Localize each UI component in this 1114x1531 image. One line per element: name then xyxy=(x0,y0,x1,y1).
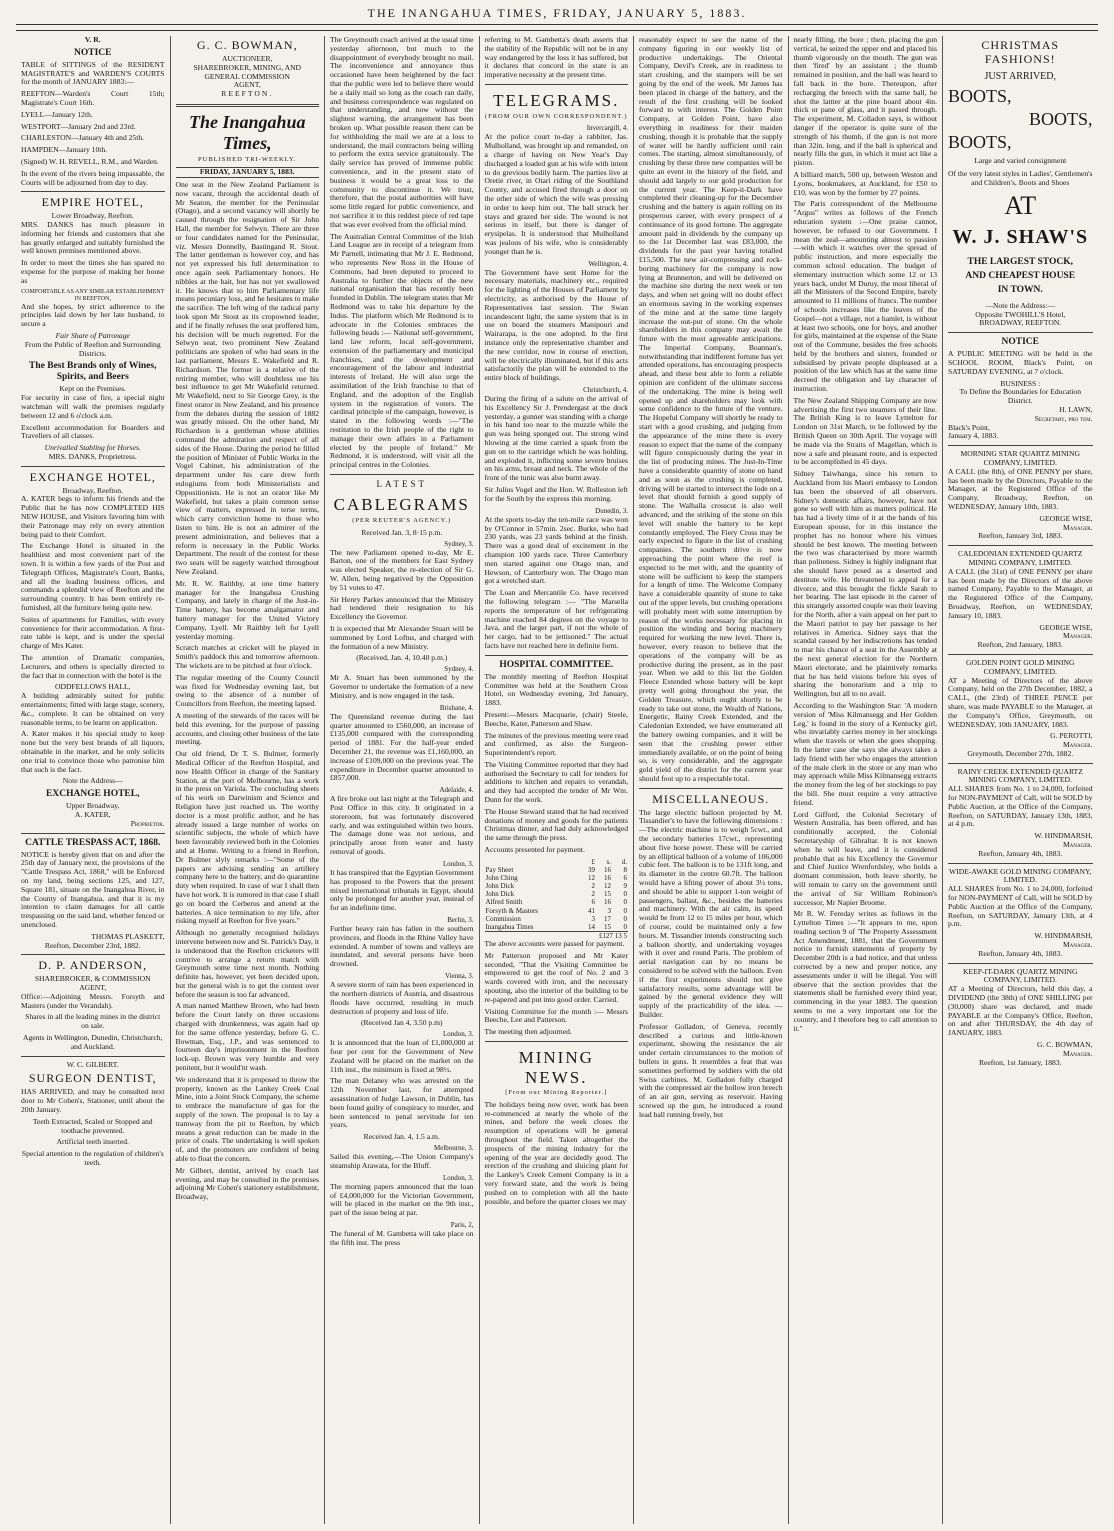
account-row xyxy=(485,882,629,890)
hospital-text: Accounts presented for payment. xyxy=(484,845,585,855)
empire-text: From the Public of Reefton and Surrounding Districts. xyxy=(24,339,161,358)
mining-text: reasonably expect to see the name of the company figuring in our weekly list of productive undertakings. The Oriental Company, Devil's Creek, are in readiness to start crushing, and the stampers will be set going by the end of the week. Mr James has been placed in charge of the battery, and the result of the first crushing will be looked forward to with interest. The Golden Point Company, at Golden Point, have also everything in readiness for their maiden crushing, though it is probable that the supply of water will be hardly sufficient until rain comes. The starting, almost simultaneously, of crushing by these three new companies will be quite an event in the history of the field, and should add largely to our gold production for the current year. The Keep-it-Dark have completed their cleaning-up for the December crushing and the battery is again rolling on its prosperous career, with every prospect of a continuance of its good fortune. The aggregate amount paid in dividends by the company up to the 1st December last was £83,000, the dividends for the past year having totalled £15,500. The new air-compressing and rock-boring machinery for the company is now lying at Brunnerton, and will be delivered on the machine site during the next week or ten days, and when set going will no doubt effect an enormous saving in the working expenses of the mine and at the same time largely increase the out-put of stone. On the whole shareholders in this company may await the future with the most agreeable anticipations. The Imperial Company, Boatman's, notwithstanding that indifferent fortune has yet attended operations, has encouraging prospects ahead, and these best able to form a reliable opinion are confident of the ultimate success of the undertaking. The mine is being well opened up and shareholders may look with some confidence to the future of the venture. The Hopeful Company will shortly be ready to start with a good crushing, and judging from the appearance of the mine there is every reason to expect that the name of the company will figure conspicuously during the year in the list of producing mines. The Just-In-Time have a considerable quantity of stone on hand and as soon as the crushing is completed, driving will be started to intersect the lode on a level that should furnish a good supply of stone. The Walhalla crosscut is also well advanced, and the striking of the stone on this level will enable the battery to be kept constantly employed. The Fiery Cross may be early expected to figure in the list of crushing companies. The southern drive is now approaching the point where the reef is expected to be met with, and the quantity of stone will be sufficient to keep the stampers for a length of time. The Welcome Company have a considerable quantity of stone to take out of the upper levels, but crushing operations will probably meet with some interruption by reason of the works necessary for placing in position the winding and boring machinery required for working the new level. There is, however, every reason to believe that the operations of the company will be as productive during the present, as in the past year. When we add to this list the Golden Fleece Extended whose battery will be kept pretty well going throughout the year, the Golden Treasure, which ought shortly to be ready to take out stone, the Wealth of Nations, Energetic, Rainy Creek Extended, and the Caledonian Extended, we have enumerated all the battery owning companies, and it will be seen that the crushing power either immediately available, or on the point of being so, is very considerable, and the aggregate gold yield of the district for the current year should foot up to a respectable total. xyxy=(639,36,783,783)
misc-paragraph: The New Zealand Shipping Company are now advertising the first two steamers of their line. The British King is to leave Lyttelton for London on 31st March, to be followed by the British Queen on 30th April. The voyage will be made via the Straits of Magellan, which is now a safe and pleasant route, and is expected to be accomplished in 45 days. xyxy=(793,395,937,467)
largest-stock: THE LARGEST STOCK, xyxy=(967,256,1073,267)
empire-hotel-title: EMPIRE HOTEL, xyxy=(41,195,144,210)
best-brands: The Best Brands only of Wines, Spirits, and Beers xyxy=(29,361,157,383)
editorial-paragraph: A meeting of the stewards of the races will be held this evening, for the purpose of passing accounts, and closing other business of the late meeting. xyxy=(175,710,319,747)
wise-date: Reefton, January 3rd, 1883. xyxy=(978,531,1063,541)
hindmarsh-date: Reefton, January 4th, 1883. xyxy=(978,948,1063,958)
cablegram-text: Further heavy rain has fallen in the southern provinces, and floods in the Rhine Valley have extended. A number of towns and valleys are inundated, and several persons have been drowned. xyxy=(330,924,474,969)
exchange-text: The Exchange Hotel is situated in the healthiest and most convenient part of the town. It is within a few yards of the Post and Telegraph Offices, Magistrate's Court, Banks, and all the leading business offices, and commands a splendid view of Reefton and the surrounding country. It has been entirely re-furnished, all the furniture being quite new. xyxy=(21,541,165,613)
cablegram-text: A fire broke out last night at the Telegraph and Post Office in this city. It originated in a storeroom, but was fortunately discovered early, and was extinguished within two hours. The damage done was not serious, and principally arose from water and hasty removal of goods. xyxy=(330,794,474,857)
dateline: London, 3. xyxy=(442,1030,474,1039)
anderson-shares: Shares in all the leading mines in the district on sale. xyxy=(25,1012,161,1031)
account-pence: 0 xyxy=(623,890,627,899)
page-columns xyxy=(16,36,1098,1524)
empire-stabling: Unrivalled Stabling for Horses. xyxy=(44,443,141,453)
anderson-subtitle: SHAREBROKER, & COMMISSION AGENT, xyxy=(34,974,151,993)
royal-cipher: V. R. xyxy=(84,36,101,44)
dateline: Christchurch, 4. xyxy=(583,385,628,394)
account-pounds: 2 xyxy=(591,882,595,891)
account-pounds: 14 xyxy=(588,922,595,931)
wide-awake-heading: WIDE-AWAKE GOLD MINING COMPANY, LIMITED. xyxy=(949,866,1092,885)
wise-signature: GEORGE WISE, xyxy=(1039,622,1093,632)
hospital-text: Mr Patterson proposed and Mr Kater seconded, "That the Visiting Committee be empowered to get the roof of No. 2 and 3 wards covered with iron, and the necessary spouting, also the interior of the building to be re-papered and put into good order. Carried. xyxy=(484,950,628,1004)
account-pence: 0 xyxy=(623,922,627,931)
misc-paragraph: Mr R. W. Fereday writes as follows in the Lyttelton Times :—"It appears to me, upon reading section 9 of 'The Property Assessment Act Amendment, 1881, that the Government notice to furnish statements of property by December 20th is a bad notice, and that unless corrected by a new and proper notice, any assessments under it will be illegal. You will observe that the section provides that the statements shall be furnished every third year, commencing in the year 1883. The question seems to me a very important one for the country, and I therefore beg to call attention to it." xyxy=(793,909,937,1033)
divider xyxy=(330,474,474,475)
divider xyxy=(948,332,1093,333)
sitting-charleston: CHARLESTON—January 4th and 25th. xyxy=(21,133,145,143)
account-shillings: 16 xyxy=(604,898,611,907)
exchange-upper: Upper Broadway, xyxy=(66,801,120,811)
own-correspondent: (FROM OUR OWN CORRESPONDENT.) xyxy=(484,112,628,120)
notice-heading: NOTICE xyxy=(1001,337,1039,348)
perotti-signature: G. PEROTTI, xyxy=(1050,731,1093,741)
account-payee: Alfred Smith xyxy=(485,898,523,907)
column-2 xyxy=(171,36,326,1524)
dateline: Paris, 2, xyxy=(450,1221,474,1230)
lawn-signature: H. LAWN, xyxy=(1059,405,1093,414)
account-shillings: 15 xyxy=(604,922,611,931)
bowman-title: G. C. BOWMAN, xyxy=(196,38,298,52)
cablegram-text: Mr A. Stuart has been summoned by the Governor to undertake the formation of a new Ministry, and is now engaged in the task. xyxy=(330,673,474,700)
account-row xyxy=(485,890,629,898)
misc-paragraph: A billiard match, 500 up, between Weston and Lyons, bookmakers, at Auckland, for £50 to £10, was won by the former by 27 points. xyxy=(793,169,937,197)
editorial-paragraph: Mr Gilbert, dentist, arrived by coach last evening, and may be consulted in the premises adjoining Mr Cohen's stationery establishment, Broadway, xyxy=(175,1165,319,1202)
latest-styles: Of the very latest styles in Ladies', Gentlemen's and Children's, Boots and Shoes xyxy=(948,168,1093,187)
divider xyxy=(948,963,1093,964)
editorial-paragraph: A man named Matthew Brown, who had been before the Court lately on three occasions charged with drunkenness, was again had up for the same offence yesterday, before G. C. Bowman, Esq., J.P., and was sentenced to fourteen day's imprisonment in the Reefton lock-up. Brown was very humble and very penitent, but it would'nt wash. xyxy=(175,1001,319,1073)
cablegram-text: The Queensland revenue during the last quarter amounted to £560,000, an increase of £135,000 compared with the corresponding period of 1881. For the half-year ended December 21, the revenue was £1,160,000, an increase of £109,000 on the previous year. The expenditure in December quarter amounted to £857,000. xyxy=(330,711,474,783)
masthead-rule-bottom xyxy=(16,30,1098,31)
empire-text: In order to meet the times she has spared no expense for the purpose of making her house as xyxy=(21,258,165,285)
kept-on-premises: Kept on the Premises. xyxy=(59,384,127,394)
telegram-text: Sir Julius Vogel and the Hon. W. Rolleston left for the South by the express this morning. xyxy=(484,485,628,503)
account-pence: 8 xyxy=(623,865,627,874)
just-arrived: JUST ARRIVED, xyxy=(984,70,1056,82)
account-shillings: 16 xyxy=(604,865,611,874)
meeting-text: A PUBLIC MEETING will be held in the SCHOOL ROOM, Black's Point, on SATURDAY EVENING, at 7 o'clock. xyxy=(948,349,1093,376)
large-consignment: Large and varied consignment xyxy=(974,156,1067,166)
account-pounds: 39 xyxy=(588,865,595,874)
dateline: Dunedin, 3. xyxy=(595,506,628,515)
editorial-paragraph: One seat in the New Zealand Parliament is now vacant, through the accidental death of Mr Seaton, the member for the Peninsular (Otago), and a second vacancy will shortly be caused through the resignation of Sir John Hall, the member for Selwyn. There are three or four candidates named for the Peninsular, viz. Messrs Donnelly, Bastingand R. Stout. The latter gentleman is however coy, and has not yet expressed his full determination to once again seek Parliamentary honors. He nibbles at the bait, but has not yet swallowed it. He knows that to him Parliamentary life means pecuniary loss, and he hesitates to make the sacrifice. The left wing of the radical party look upon Mr Stout as its cropowned leader, and if he finally refuses the seat proffered him, his decision will be much regretted. For the Selwyn seat, two prominent New Zealand politicians are spoken of who had seats in the last parliament, Messrs E. Wakefield and R. Richardson. The former is a relative of the retiring member, who will doubtless use his best influence to get Mr Wakefield returned. Mr Wakefield, next to Sir George Grey, is the finest orator in New Zealand, and his presence from the debates during the session of 1882 was greatly missed. On the other hand, Mr Richardson is a gentleman whose abilities command the admiration and respect of all sides of the House. During the period he filled the position of Minister of Public Works in the Vogel Cabinet, his administration of the department under his care drew forth eulogiums from both Ministerialists and Oppositionists. He is not an orator like Mr Wakefield, but takes a plain common sense view of matters, expressed in terse terms, which carry conviction home to those who listen to him. He is not an admirer of the present administration, and believes that a reform is necessary in the Public Works Department. The result of the contest for these two seats will be eagerly watched throughout New Zealand. xyxy=(175,179,319,577)
account-payee: John Ching xyxy=(485,874,518,883)
divider xyxy=(176,104,320,107)
hospital-text: The House Steward stated that he had received donations of money and goods for the patients Christmas dinner, and had duly acknowledged the same through the press. xyxy=(484,806,628,843)
surgeon-dentist-title: SURGEON DENTIST, xyxy=(28,1071,157,1086)
cablegram-text: A severe storm of rain has been experienced in the northern districts of Austria, and disastrous floods have occurred, resulting in much destruction of property and loss of life. xyxy=(330,980,474,1016)
cablegram-text: It is announced that the loan of £1,000,000 at four per cent for the Government of New Zealand will be placed on the market on the 11th inst., the minimum is fixed at 98½. xyxy=(330,1038,474,1074)
sittings-note: In the event of the rivers being impassable, the Courts will be adjourned from day to day. xyxy=(21,168,165,187)
bowman-manager: Manager. xyxy=(1063,1048,1093,1058)
telegram-text: The Government have sent Home for the necessary materials, machinery etc., required for the lighting of the Houses of Parliament by electricity, as authorised by the House of Representatives last session. The Swan incandescent light, the same system that is in use on board the steamers Manipouri and Wairarapa, is the one adopted. In the first instance only the representative chamber and the new corridor, now in course of erection, will be electrically illuminated, but if this acts satisfactorily the plan will be extended to the entire block of buildings. xyxy=(484,267,628,383)
hindmarsh-manager: Manager. xyxy=(1063,940,1093,950)
empire-security: For security in case of fire, a special night watchman will walk the premises regularly between 12 and 6 o'clock a.m. xyxy=(21,393,165,420)
exchange-note-address: Note the Address— xyxy=(62,776,123,786)
business-label: BUSINESS : xyxy=(1000,378,1041,388)
received-line: Received Jan. 3, 8·15 p.m. xyxy=(361,527,443,537)
exchange-text: A. KATER begs to inform his friends and the Public that he has now COMPLETED HIS NEW HOUSE, and Visitors favoring him with their Patronage may rely on every attention being paid to their Comfort. xyxy=(21,494,165,539)
account-payee: John Dick xyxy=(485,882,515,891)
rainy-creek-heading: RAINY CREEK EXTENDED QUARTZ MINING COMPANY, LIMITED. xyxy=(957,766,1083,785)
divider xyxy=(948,545,1093,546)
dateline: Sydney, 3. xyxy=(444,539,474,548)
hospital-text: Present:—Messrs Macquarie, (chair) Steele, Beeche, Kater, Patterson and Shaw. xyxy=(484,709,628,728)
bowman-signature: G. C. BOWMAN, xyxy=(1037,1040,1093,1049)
hospital-text: The monthly meeting of Reefton Hospital Committee was held at the Southern Cross Hotel, on Wednesday evening, 3rd January, 1883. xyxy=(484,671,628,708)
account-payee: Forsyth & Masters xyxy=(485,906,538,915)
cheapest-house: AND CHEAPEST HOUSE xyxy=(965,270,1076,281)
column-4 xyxy=(480,36,635,1524)
divider xyxy=(948,654,1093,655)
masthead-rule-top xyxy=(16,24,1098,25)
account-row xyxy=(485,866,629,874)
bowman-date: Reefton, 1st January, 1883. xyxy=(978,1057,1062,1067)
cablegram-text: The morning papers announced that the loan of £4,000,000 for the Victorian Government, will be placed in the market on the 9th inst., part of the issue being at par. xyxy=(330,1181,474,1218)
divider xyxy=(21,833,165,834)
sitting-reefton: REEFTON—Warden's Court 15th; Magistrate's Court 16th. xyxy=(21,89,165,107)
rainy-creek-text: ALL SHARES from No. 1 to 24,000, forfeited for NON-PAYMENT of Call, will be SOLD by Public Auction, at the Office of the Company, Reefton, on SATURDAY, January 13th, 1883, at 4 p.m. xyxy=(948,784,1093,829)
mining-text: The holidays being now over, work has been re-commenced at nearly the whole of the mines, and before the week closes the resumption of operations will be general throughout the field. Taken altogether the prospects of the mining industry for the opening of the year are decidedly good. The erection of the crushing and sluicing plant for the Lankey's Creek Cement Company is in a very forward state, and the work is being pushed on to completion with all the haste possible, and before the quarter closes we may xyxy=(484,1099,628,1206)
oddfellows-hall: ODDFELLOWS HALL, xyxy=(54,682,131,692)
empire-comfortable: COMFORTABLE AS ANY SIMILAR ESTABLISHMENT IN REEFTON, xyxy=(21,288,165,302)
latest-heading: LATEST xyxy=(376,479,427,490)
editorial-paragraph: Mr. R. W. Raithby, at one time battery manager for the Inangahua Crushing Company, and lately in charge of the Just-in-Time battery, has become amalgamator and battery manager for the United Victory Company, Lyell. Mr Raithby left for Lyell yesterday morning. xyxy=(175,578,319,641)
account-pounds: 3 xyxy=(591,914,595,923)
dateline: Vienna, 3. xyxy=(444,972,474,981)
morning-star-heading: MORNING STAR QUARTZ MINING COMPANY, LIMITED. xyxy=(960,449,1080,467)
hindmarsh-signature: W. HINDMARSH, xyxy=(1034,831,1093,841)
divider xyxy=(21,954,165,955)
perotti-date: Greymouth, December 27th, 1882. xyxy=(967,748,1074,758)
exchange-hotel-title: EXCHANGE HOTEL, xyxy=(29,469,156,484)
account-payee: John Dick xyxy=(485,890,515,899)
column-1 xyxy=(16,36,171,1524)
accounts-header-pounds: £ xyxy=(591,857,595,866)
dateline: London, 3. xyxy=(442,859,474,868)
telegram-text: During the firing of a salute on the arrival of his Excellency Sir J. Prendergast at the dock yesterday, a gunner was standing with a charge in his hand too near to the muzzle while the gun was being sponged out. The strong wind blowing at the time carried a spark from the gun on to the cartridge which he was holding, and exploded it, inflicting some severe bruises on his arms, breast and neck. The whole of the front of the tunic was also burnt away. xyxy=(484,394,628,483)
accounts-total: £127 13 5 xyxy=(485,931,629,940)
gilbert-text: HAS ARRIVED, and may be consulted next door to Mr Cohen's, Stationer, until about the 20th January. xyxy=(21,1087,165,1114)
divider xyxy=(948,445,1093,446)
account-shillings: 3 xyxy=(607,906,611,915)
divider xyxy=(948,763,1093,764)
hospital-text: The above accounts were passed for payment. xyxy=(484,938,625,948)
gilbert-teeth: Teeth Extracted, Scaled or Stopped and toothache prevented. xyxy=(32,1116,153,1135)
golden-point-heading: GOLDEN POINT GOLD MINING COMPANY, LIMITED. xyxy=(966,657,1075,676)
accounts-header-row xyxy=(485,858,629,866)
exchange-text: A. Kater makes it his special study to keep none but the very best brands of all liquors, obtainable in the market, and he only solicits one trial to convince those who patronise him that such is the fact. xyxy=(21,729,165,774)
dateline: Sydney, 4. xyxy=(444,665,474,674)
plaskett-signature: THOMAS PLASKETT, xyxy=(91,931,165,941)
received-line: (Received, Jan. 4, 10.40 p.m.) xyxy=(356,653,448,663)
define-boundaries: To Define the Boundaries for Education District. xyxy=(959,387,1082,406)
hospital-text: The minutes of the previous meeting were read and confirmed, as also the Surgeon-Superintendent's report. xyxy=(484,730,628,758)
account-shillings: 16 xyxy=(604,874,611,883)
account-pence: 0 xyxy=(623,906,627,915)
wide-awake-text: ALL SHARES from No. 1 to 24,000, forfeited for NON-PAYMENT of Call, will be SOLD by Public Auction at the Office of the Company, Reefton, on SATURDAY, January 13th, at 4 p.m. xyxy=(948,884,1093,929)
account-row xyxy=(485,874,629,882)
exchange-kater: A. KATER, xyxy=(74,809,111,819)
hospital-text: The Visiting Committee reported that they had authorised the Secretary to call for tenders for additions to kitchen and repairs to verandah, and they had accepted the tender of Mr Wm. Dunn for the work. xyxy=(484,759,628,805)
morning-star-text: A CALL (the 8th), of ONE PENNY per share, has been made by the Directors, Payable to the Manager, at the Registered Office of the Company, Broadway, Reefton, on WEDNESDAY, January 10th, 1883. xyxy=(948,466,1093,511)
published-tri-weekly: PUBLISHED TRI-WEEKLY. xyxy=(198,155,297,163)
account-row xyxy=(485,898,629,906)
account-pence: 0 xyxy=(623,898,627,907)
dateline: Brisbane, 4. xyxy=(439,703,474,712)
telegram-text: At the sports to-day the ten-mile race was won by O'Connor in 57min. 2sec. Burke, who had 230 yards, was 23 yards behind at the finish. There was a good deal of excitement in the champion 100 yards race. Three Canterbury men started against one Otago man, and Hewson, of Canterbury won. The Otago man got a wretched start. xyxy=(484,514,628,586)
misc-paragraph: The large electric balloon projected by M. Tissandier's to have the following dimensions :—The electric machine is to weigh 5cwt., and the secondary batteries 17cwt., representing about five horse power. These will be carried by an elliptical balloon of a volume of 106,000 cubic feet. The balloon is to be 131ft long, and its diameter in the centre 60.7ft. The balloon would have a lifting power of about 3½ tons, and should be able to support 1-ton weight of passengers, ballast, &c., besides the batteries and machinery. With the air calm, its speed would be from 12 to 15 miles per hour, which of course, could be maintained only a few hours. M. Tissandier intends constructing such a balloon shortly, and undertaking voyages with it over and round Paris. The problem of aerial navigation can by no means be considered to be solved with the balloon. Even if the first experiments should not give satisfactory results, some advantage will be gained by the general evidence they will supply of the practicability of the idea. —Builder. xyxy=(639,807,783,1019)
misc-paragraph: Professor Golladon, of Geneva, recently described a curious and little-known experiment, showing the resistance the air under certain circumstances to the motion of bullets in guns. It resembles a feat that was sometimes performed by soldiers with the old Swiss carbines. M. Golladon fully charged with the compressed air the hollow iron breech of an air gun, serving as reservoir. Having screwed up the gun, he introduced a round lead ball running freely, but xyxy=(639,1021,783,1119)
notice-heading: NOTICE xyxy=(74,47,112,58)
empire-accommodation: Excellent accommodation for Boarders and Travellers of all classes. xyxy=(21,422,165,441)
editorial-paragraph: The regular meeting of the County Council was fixed for Wednesday evening last, but owing to the absence of a number of Councillors from Reefton, the meeting lapsed. xyxy=(175,672,319,709)
account-pence: 6 xyxy=(623,874,627,883)
editorial-paragraph: We understand that it is proposed to throw the property, known as the Lankey Creek Coal Mine, into a Joint Stock Company, the scheme to embrace the manufacture of gas for the supply of the town. The proposal is to lay a tramway from the pit to Reefton, by which means a great reduction can be made in the price of coals. The undertaking is well spoken of, and the promoters are confident of being able to float the concern. xyxy=(175,1074,319,1164)
lawn-secretary: Secretary, pro tem. xyxy=(1034,413,1093,423)
dateline: Adelaide, 4. xyxy=(439,786,474,795)
dateline: Invercargill, 4. xyxy=(586,124,628,133)
divider xyxy=(485,1041,629,1042)
account-payee: Commission xyxy=(485,914,521,923)
cablegram-text: Sir Henry Parkes announced that the Ministry had tendered their resignation to his Excellency the Governor. xyxy=(330,594,474,622)
received-line: (Received Jan 4, 3.50 p.m) xyxy=(360,1018,443,1028)
cablegram-text: The funeral of M. Gambetta will take place on the fifth inst. The press xyxy=(330,1229,474,1247)
cablegram-text: The man Delaney who was arrested on the 12th November last, for attempted assassination of Judge Lawson, in Dublin, has been found guilty of conspiracy to murder, and been sentenced to penal servitude for ten years. xyxy=(330,1076,474,1130)
account-pounds: 12 xyxy=(588,874,595,883)
wise-manager: Manager. xyxy=(1063,522,1093,532)
column-6 xyxy=(789,36,944,1524)
account-pounds: 41 xyxy=(588,906,595,915)
accounts-header-shillings: s. xyxy=(606,857,611,866)
empire-patronage: Fair Share of Patronage xyxy=(55,330,130,340)
editorial-paragraph: Although no generally recognised holidays intervene between now and St. Patrick's Day, it is understood that the Reefton cricketers will contrive to arrange a return match with Greymouth some time next month. Nothing definite has, however, yet been decided upon, but the general wish is to get the contest over before the season is too far advanced. xyxy=(175,928,319,999)
boots-line-3: BOOTS, xyxy=(948,132,1012,153)
dateline: Wellington, 4. xyxy=(588,259,628,268)
note-address: —Note the Address:— xyxy=(985,300,1056,310)
misc-paragraph: Sidney Taiwhanga, since his return to Auckland from his Maori embassy to London has been the observed of all observers. Sidney's domestic affairs, however, have not gone so well with him as matters political. He has had a lively time of it at the hands of his European spouse, for in this instance the prophet has no honour where his virtues should be best known. The meeting between the two was characterised by more warmth than politeness. Sidney is highly indignant that she should have posed as a deserted and destitute wife. He threatened to appeal for a divorce, and this brought the fickle Sarah to her bearing. The last episode in the career of this strangely assorted couple was their leaving for the North, after a vain appeal on her part to the Maori patriot to pay her passage to her relatives in America. Sidney says that the scandal caused by her indiscretions has tended to mar his chance of a seat in the Assembly at the next general election for the Northern Maori electorate, and he plaintively remarks that he has held visions before his eyes of sharing the honorarium and a trip to Wellington, but all to no avail. xyxy=(793,469,937,699)
hindmarsh-signature: W. HINDMARSH, xyxy=(1034,931,1093,941)
received-line: Received Jan. 4, 1.5 a.m. xyxy=(363,1132,440,1142)
keep-it-dark-heading: KEEP-IT-DARK QUARTZ MINING COMPANY, LIMITED. xyxy=(963,966,1078,985)
news-paragraph: The Australian Central Committee of the Irish Land League are in receipt of a telegram from Mr Parnell, intimating that Mr J. E. Redmond, who represents New Ross in the House of Commons, had been deputed to proceed to Australia to further the objects of the new national organisation that has recently been founded in Dublin. The telegram states that Mr Redmond was to take his departure by the Indus. The platform which Mr Redmond is to advocate in the Colonies embraces the following heads :— National self-government, land law reform, local self-government, extension of the parliamentary and municipal franchises, and the development and encouragement of the labour and industrial interests of Ireland. He will also urge the assimilation of the Irish franchise to that of England, and the adoption of the English system in the registration of voters. The cardinal principle of the campaign, however, is stated in the following words :—"The restitution to the Irish people of the right to manage their own affairs in a Parliament elected by the people of Ireland." Mr Redmond, it is understood, will visit all the principal centres in the Colonies. xyxy=(330,231,474,470)
exchange-text: Suites of apartments for Families, with every convenience for their accommodation. A first-rate table is kept, and is under the special charge of Mrs Kater. xyxy=(21,614,165,651)
bowman-sub: SHAREBROKER, MINING, AND xyxy=(193,62,302,72)
cablegram-text: It is expected that Mr Alexander Stuart will be summoned by Lord Loftus, and charged with the formation of a new Ministry. xyxy=(330,624,474,651)
misc-paragraph: Lord Gifford, the Colonial Secretary of Western Australia, has been offered, and has conditionally accepted, the Colonial Secretaryship of Gibraltar. It is not known when he will leave, and it is considered probable that as his Excellency the Governor and Chief Justice Wrenfordsley, who holds a dormant commission, both leave shortly, he will remain to carry on the government until the arrival of Sir William Robinson's successor, Mr Napier Broome. xyxy=(793,809,937,907)
divider xyxy=(485,655,629,656)
telegram-text: The Loan and Mercantile Co. have received the following telegram :— "The Marsella reports the temperature of her refrigerating machine reached 84 degrees on the voyage to Java, and the larger part, if not the whole of her cargo, had to be jettisoned." The actual facts have not reached here in definite form. xyxy=(484,588,628,650)
empire-text: MRS. DANKS has much pleasure in informing her friends and customers that she has greatly enlarged and suitably furnished the well known premises mentioned above. xyxy=(21,220,165,256)
bowman-auctioneer: AUCTIONEER, xyxy=(222,53,273,63)
bowman-reefton: REEFTON. xyxy=(221,89,274,99)
paper-name: The Inangahua Times, xyxy=(188,111,306,153)
misc-paragraph: The Paris correspondent of the Melbourne "Argus" writes as follows of the French education system :—One praise cannot, however, be refused to our Government. I mean the zeal—amounting almost to passion—with which it watches over the spread of public instruction, and more especially the common school education. The budget of elementary instruction which some 12 or 13 years back, under M Duruy, the most liberal of all the Ministers of the Second Empire, barely amounted to 11 millions of francs. The number of schools increases like the leaves of the Gospel—not a village, not a hamlet, is without at least two schools, one for boys, and another for girls, maintained at the expense of the State out of the Commune, besides the free schools held by the brothers and sisters, founded or subsidised by private people displeased at a position of the law which has at the same time decreed the obligation and lay character of instruction. xyxy=(793,199,937,394)
editorial-paragraph: Scratch matches at cricket will be played in Smith's paddock this and tomorrow afternoon. The wickets are to be pitched at four o'clock. xyxy=(175,643,319,670)
caledonian-text: A CALL (the 31st) of ONE PENNY per share has been made by the Directors of the above named Company, Payable to the Manager, at the Registered Office of the Company, Broadway, Reefton, on WEDNESDAY, January 10, 1883. xyxy=(948,566,1093,620)
dateline: Melbourne, 3. xyxy=(434,1144,474,1153)
misc-paragraph: nearly filling, the bore ; then, placing the gun vertical, he seized the upper end and placed his thumb vigorously on the mouth. The gun was then 'fired' by an assistant ; the thumb remained in position, and the ball was heard to fall back in the bore. Thereupon, after recharging the breech with the same ball, he shot the lattter at the pine board about 4in. thick or pane of glass, and it passed through. The experiment, M. Colladon says, is without danger if the operator is quite sure of the strength of his thumb, if the gun is not more than 32in. long, and if the ball is spherical and nearly fills the gun, in which it must act like a piston. xyxy=(793,36,937,168)
account-pounds: 2 xyxy=(591,890,595,899)
cablegram-text: Sailed this evening,—The Union Company's steamship Arawata, for the Bluff. xyxy=(330,1152,474,1170)
column-5 xyxy=(634,36,789,1524)
at-text: AT xyxy=(1004,191,1037,221)
divider xyxy=(485,84,629,85)
boots-line-1: BOOTS, xyxy=(948,86,1012,107)
caledonian-heading: CALEDONIAN EXTENDED QUARTZ MINING COMPANY, LIMITED. xyxy=(958,549,1083,567)
accounts-table xyxy=(485,858,629,940)
reuters-agency: (PER REUTER'S AGENCY.) xyxy=(352,517,452,525)
gilbert-special: Special attention to the regulation of children's teeth. xyxy=(21,1149,164,1167)
perotti-manager: Manager. xyxy=(1063,740,1093,750)
plaskett-date: Reefton, December 23rd, 1882. xyxy=(44,940,141,950)
exchange-text: A building admirably suited for public entertainments; fitted with large stage, scenery, &c., complete. It can be obtained on very reasonable terms, to be learnt on application. xyxy=(21,691,165,727)
empire-hotel-location: Lower Broadway, Reefton. xyxy=(51,211,134,221)
account-shillings: 17 xyxy=(604,914,611,923)
hospital-text: Visiting Committee for the month :— Messrs Beeche, Lee and Patterson. xyxy=(484,1006,628,1025)
wise-date: Reefton, 2nd January, 1883. xyxy=(977,640,1063,650)
telegrams-heading: TELEGRAMS. xyxy=(493,90,620,110)
accounts-header-pence: d. xyxy=(621,857,627,866)
gilbert-name: W. C. GILBERT. xyxy=(66,1059,119,1069)
editorial-paragraph: Our old friend, Dr T. S. Bulmer, formerly Medical Officer of the Reefton Hospital, and now Health Officer in charge of the Sanitary Station, at the port of Melbourne, has a work in the press on Variola. The concluding sheets of his work on Darwinism and Science and Religion have just reached us. The worthy doctor is a most prolific author, and he has already issued a large number of works on scientific subjects, the whole of which have been favourably reviewed both in the Colonies and at Home. Writing to a friend in Reefton, Dr Bulmer slyly remarks :—"Some of the papers are advising sending an artillery company here to the battery, and do quarantine duty when required. In case of war I shall then have hot work. It is rumored in that case I shall go on board the Cerberus and attend at the batteries. A nice termination to my life, after risking myself at Reefton for five years." xyxy=(175,749,319,926)
hospital-text: The meeting then adjourned. xyxy=(484,1027,572,1037)
exchange-hotel-title-2: EXCHANGE HOTEL, xyxy=(46,789,140,800)
mining-news-heading: MINING NEWS. xyxy=(518,1047,594,1087)
exchange-text: The attention of Dramatic companies, Lecturers, and others is specially directed to the fact that in connection with the hotel is the xyxy=(21,653,165,680)
hindmarsh-manager: Manager. xyxy=(1063,840,1093,850)
divider xyxy=(639,788,783,789)
exchange-hotel-location: Broadway, Reefton. xyxy=(62,485,123,495)
account-pence: 9 xyxy=(623,882,627,891)
opposite-twohill: Opposite TWOHILL'S Hotel, xyxy=(975,309,1066,319)
mining-reporter: [From our Mining Reporter.] xyxy=(505,1089,608,1097)
dateline: London, 3. xyxy=(442,1173,474,1182)
cattle-trespass-title: CATTLE TRESPASS ACT, 1868. xyxy=(25,837,161,848)
account-payee: Pay Sheet xyxy=(485,865,514,874)
sitting-westport: WESTPORT—January 2nd and 23rd. xyxy=(21,121,136,131)
in-town: IN TOWN. xyxy=(997,284,1043,295)
anderson-agents: Agents in Wellington, Dunedin, Christchurch, and Auckland. xyxy=(22,1033,163,1051)
account-shillings: 12 xyxy=(604,882,611,891)
account-pounds: 6 xyxy=(591,898,595,907)
sitting-hampden: HAMPDEN—January 10th. xyxy=(21,145,108,155)
cablegrams-heading: CABLEGRAMS xyxy=(333,495,470,515)
hospital-committee-heading: HOSPITAL COMMITTEE. xyxy=(499,659,614,670)
divider xyxy=(21,466,165,467)
dateline: Berlin, 3. xyxy=(447,915,474,924)
account-row xyxy=(485,907,629,915)
black-point-date: January 4, 1883. xyxy=(948,431,999,441)
anderson-title: D. P. ANDERSON, xyxy=(38,958,148,973)
account-shillings: 15 xyxy=(604,890,611,899)
black-point: Black's Point, xyxy=(948,422,990,432)
empire-text: And she hopes, by strict adherence to the principles laid down by her late husband, to secure a xyxy=(21,301,165,329)
divider xyxy=(948,863,1093,864)
hindmarsh-date: Reefton, January 4th, 1883. xyxy=(978,848,1063,858)
telegram-text: At the police court to-day a rabbiter, Jas. Mulholland, was brought up and remanded, on a charge of having on New Year's Day discharged a loaded gun at his wife with intent to do grevious bodily harm. The parties live at Oretie river, in Otari riding of the Southland County, and accused fired through a door on the other side of which the wife was pressing in order to keep him out. The ball struck her stays and grazed her side. The wound is not serious in itself, but there is danger of erysipelas. It is understood that Mulholland was jealous of his wife, who is considerably younger than he is. xyxy=(484,132,628,256)
christmas-fashions: CHRISTMAS FASHIONS! xyxy=(981,38,1060,66)
cattle-trespass-text: NOTICE is hereby given that on and after the 25th day of January next, the provisions of the "Cattle Trespass Act, 1868," will be Enforced on my land, being sections 125, and 127, Square 181, situate on the Inangahua River, in the County of Inangahua, and that it is my intention to claim damages for all cattle trespassing on the said land, whether fenced or unenclosed. xyxy=(21,849,165,929)
news-paragraph: referring to M. Gambetta's death asserts that the stability of the Republic will not be in any way endangered by the loss it has suffered, but it declares that concord in the state is an imperative necessity at the present time. xyxy=(484,36,628,80)
boots-line-2: BOOTS, xyxy=(1028,109,1093,130)
misc-paragraph: According to the Washington Star: 'A modern version of 'Miss Kilmansegg and Her Golden Leg,' is found in the story of a Kentucky girl, who invariably carries money in her stockings when she travels or when she goes shopping. In the latter case she says she always takes a lady friend with her who engages the attention of the male clerk in the store or any man who may approach while Miss Kilmansegg extracts the money from the leg of her stockings to pay the bill. She must require a very attractive friend. xyxy=(793,700,937,807)
golden-point-text: AT a Meeting of Directors of the above Company, held on the 27th December, 1882, a CALL, (the 23rd) of THREE PENCE per share, was made PAYABLE to the Manager, at the Company's Office, Greymouth, on WEDNESDAY, 10th JANUARY, 1883. xyxy=(948,675,1093,729)
wise-manager: Manager. xyxy=(1063,631,1093,641)
bowman-general: GENERAL COMMISSION xyxy=(204,71,291,81)
sittings-text: TABLE of SITTINGS of the RESIDENT MAGISTRATE'S and WARDEN'S COURTS for the month of JANUARY 1883:— xyxy=(21,59,165,87)
column-7 xyxy=(943,36,1098,1524)
account-row xyxy=(485,915,629,923)
divider xyxy=(21,1056,165,1057)
account-row xyxy=(485,923,629,932)
accounts-body xyxy=(485,866,629,931)
cablegram-text: The new Parliament opened to-day, Mr E. Barton, one of the members for East Sydney was elected Speaker, the re-election of Sir G. W. Allen, being negatived by the Opposition by 51 votes to 47. xyxy=(330,547,474,592)
column-3 xyxy=(325,36,480,1524)
masthead: THE INANGAHUA TIMES, FRIDAY, JANUARY 5, 1883. xyxy=(367,6,747,20)
anderson-office: Office:—Adjoining Messrs. Forsyth and Masters (under the Verandah). xyxy=(21,991,165,1010)
divider xyxy=(21,191,165,192)
miscellaneous-heading: MISCELLANEOUS. xyxy=(652,791,770,806)
cablegram-text: It has transpired that the Egyptian Government has proposed to the Powers that the present mixed international tribunals in Egypt, should only be prolonged for another year, instead of for an indefinite time. xyxy=(330,867,474,913)
account-pence: 0 xyxy=(623,914,627,923)
broadway-reefton: BROADWAY, REEFTON. xyxy=(979,318,1062,328)
news-paragraph: The Greymouth coach arrived at the usual time yesterday afternoon, but much to the disappointment of everybody brought no mail. The inconvenience and annoyance thus occasioned have been heightened by the fact that the public were led to believe there would be a daily mail so long as the coach ran daily, and business correspondence was regulated on that understanding, and now without the slightest warning, the arrangement has been broken up. What possible reason there can be for withholding the mail we are at a loss to understand, the mail contractors being willing to perform the extra service gratuitously. The daily service has proved of immense public convenience, and in the present state of business it would be a great loss to the community to discontinue it. We trust, therefore, that the postal authorities will have some little regard for public convenience, and not sacrifice it to this reddest piece of red tape that was ever evolved from the official mind. xyxy=(330,36,474,229)
wise-signature: GEORGE WISE, xyxy=(1039,513,1093,523)
gilbert-artificial: Artificial teeth inserted. xyxy=(56,1137,129,1147)
shaw-name: W. J. SHAW'S xyxy=(952,225,1089,248)
account-payee: Inangahua Times xyxy=(485,922,534,931)
exchange-proprietor: Proprietor. xyxy=(130,818,165,828)
bowman-agent: AGENT, xyxy=(233,80,261,90)
keep-it-dark-text: AT a Meeting of Directors, held this day, a DIVIDEND (the 38th) of ONE SHILLING per (30,000) share was declared, and made PAYABLE at the Company's Office, Reefton, on and after THURSDAY, the 4th day of JANUARY, 1883. xyxy=(948,984,1093,1038)
sittings-signature: (Signed) W. H. REVELL, R.M., and Warden. xyxy=(21,156,159,166)
sitting-lyell: LYELL—January 12th. xyxy=(21,109,93,119)
issue-date: FRIDAY, JANUARY 5, 1883. xyxy=(176,167,320,178)
empire-proprietress: MRS. DANKS, Proprietress. xyxy=(48,451,137,461)
